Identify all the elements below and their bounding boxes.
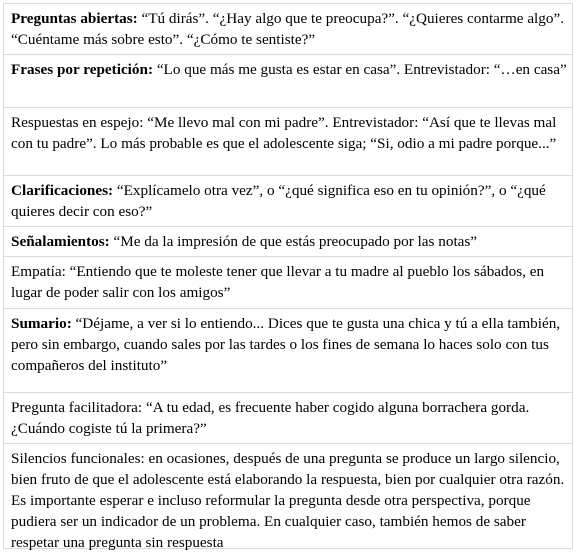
row-text: Silencios funcionales: en ocasiones, después de una pregunta se produce un largo silencio, bien fruto de que el adolescente está elaborando la respuesta, bien por cualquier otra razón. Es importante esperar e incluso reformular la pregunta desde otra perspectiva, porque pudiera ser un indicador de un problema. En cualquier caso, también hemos de saber respetar una pregunta sin respuesta: [11, 450, 565, 551]
table-row: [3, 257, 573, 309]
table-row: [3, 108, 573, 176]
row-label: Sumario:: [11, 315, 72, 332]
row-text: “Déjame, a ver si lo entiendo... Dices que te gusta una chica y tú a ella también, pero sin embargo, cuando sales por las tardes o los fines de semana lo haces solo con tus compañeros del instituto”: [11, 315, 561, 374]
table-row: [3, 4, 573, 55]
techniques-table: [3, 3, 573, 549]
row-text: “Tú dirás”. “¿Hay algo que te preocupa?”. “¿Quieres contarme algo”. “Cuéntame más sobre esto”. “¿Cómo te sentiste?”: [11, 10, 564, 48]
table-row: [3, 55, 573, 108]
row-label: Clarificaciones:: [11, 182, 114, 199]
table-row: [3, 176, 573, 227]
table-row: [3, 227, 573, 257]
row-text: “Explícamelo otra vez”, o “¿qué significa eso en tu opinión?”, o “¿qué quieres decir con eso?”: [11, 182, 546, 220]
row-text: “Me da la impresión de que estás preocupado por las notas”: [109, 233, 478, 250]
row-text: Respuestas en espejo: “Me llevo mal con mi padre”. Entrevistador: “Así que te llevas mal con tu padre”. Lo más probable es que el adolescente siga; “Si, odio a mi padre porque...”: [11, 114, 557, 152]
table-row: [3, 309, 573, 393]
row-label: Preguntas abiertas:: [11, 10, 138, 27]
row-text: “Lo que más me gusta es estar en casa”. Entrevistador: “…en casa”: [153, 61, 567, 78]
row-text: Pregunta facilitadora: “A tu edad, es frecuente haber cogido alguna borrachera gorda. ¿Cuándo cogiste tú la primera?”: [11, 399, 530, 437]
table-row: [3, 444, 573, 549]
table-row: [3, 393, 573, 444]
row-label: Señalamientos:: [11, 233, 110, 250]
row-label: Frases por repetición:: [11, 61, 154, 78]
row-text: Empatía: “Entiendo que te moleste tener que llevar a tu madre al pueblo los sábados, en lugar de poder salir con los amigos”: [11, 263, 545, 301]
